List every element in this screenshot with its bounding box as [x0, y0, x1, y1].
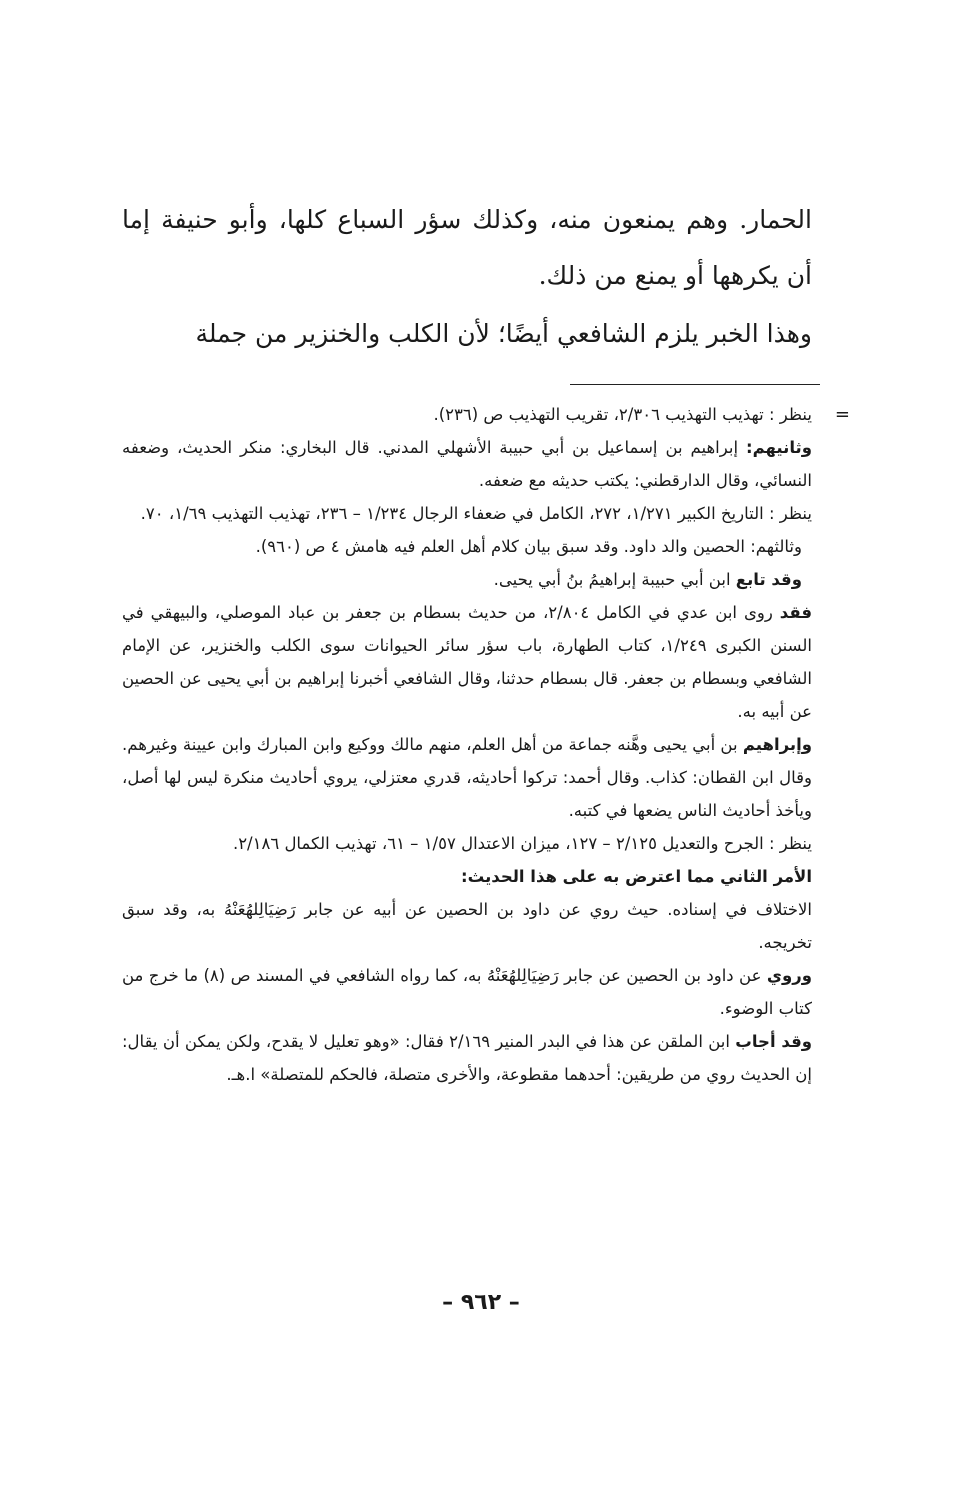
footnote-lead: وروي [766, 966, 812, 985]
footnote-divider [570, 384, 820, 385]
footnote-paragraph [122, 728, 812, 827]
footnote-paragraph [122, 1025, 812, 1091]
main-text [122, 192, 812, 362]
footnote-lead: وقد تابع [735, 570, 802, 589]
footnote-text: إبراهيم بن إسماعيل بن أبي حبيبة الأشهلي المدني. قال البخاري: منكر الحديث، وضعفه النسائي، وقال الدارقطني: يكتب حديثه مع ضعفه. [122, 438, 812, 490]
page-number: – ٩٦٢ – [442, 1290, 520, 1315]
footnote-paragraph [122, 398, 850, 431]
footnote-paragraph [122, 596, 812, 728]
footnote-paragraph [122, 431, 812, 497]
footnote-lead: فقد [779, 603, 813, 622]
footnote-text: ابن الملقن عن هذا في البدر المنير ٢/١٦٩ فقال: «وهو تعليل لا يقدح، ولكن يمكن أن يقال: إن الحديث روي من طريقين: أحدهما مقطوعة، والأخرى متصلة، فالحكم للمتصلة» ا.هـ. [122, 1032, 812, 1084]
footnote-paragraph: وثالثهم: الحصين والد داود. وقد سبق بيان كلام أهل العلم فيه هامش ٤ ص (٩٦٠). [255, 537, 802, 556]
footnote-lead: وإبراهيم [742, 735, 812, 754]
footnote-text: ابن أبي حبيبة إبراهيمُ بنُ أبي يحيى. [493, 570, 736, 589]
footnote-paragraph [122, 563, 812, 596]
footnotes [122, 398, 850, 1091]
main-paragraph: الحمار. وهم يمنعون منه، وكذلك سؤر السباع كلها، وأبو حنيفة إما أن يكرهها أو يمنع من ذلك. [122, 205, 812, 290]
footnote-paragraph: الاختلاف في إسناده. حيث روي عن داود بن الحصين عن أبيه عن جابر رَضِيَالِلهُعَنْهُ به، وقد سبق تخريجه. [122, 900, 812, 952]
footnote-text: عن داود بن الحصين عن جابر رَضِيَالِلهُعَنْهُ به، كما رواه الشافعي في المسند ص (٨) ما خرج من كتاب الوضوء. [122, 966, 812, 1018]
footnote-lead: وثانيهم: [745, 438, 812, 457]
continuation-mark: = [834, 404, 850, 425]
footnote-paragraph [122, 959, 812, 1025]
footnote-text: روى ابن عدي في الكامل ٢/٨٠٤، من حديث بسطام بن جعفر بن عباد الموصلي، والبيهقي في السنن الكبرى ١/٢٤٩، كتاب الطهارة، باب سؤر سائر الحيوانات سوى الكلب والخنزير، عن الإمام الشافعي وبسطام بن جعفر. قال بسطام حدثنا، وقال الشافعي أخبرنا إبراهيم بن أبي يحيى عن الحصين عن أبيه به. [122, 603, 812, 721]
footnote-heading: الأمر الثاني مما اعترض به على هذا الحديث: [461, 867, 812, 886]
footnote-lead: وقد أجاب [735, 1032, 813, 1051]
footnote-paragraph: ينظر : التاريخ الكبير ١/٢٧١، ٢٧٢، الكامل في ضعفاء الرجال ١/٢٣٤ – ٢٣٦، تهذيب التهذيب ١/٦٩، ٧٠. [140, 504, 812, 523]
main-paragraph: وهذا الخبر يلزم الشافعي أيضًا؛ لأن الكلب والخنزير من جملة [195, 319, 812, 348]
footnote-paragraph: ينظر : الجرح والتعديل ٢/١٢٥ – ١٢٧، ميزان الاعتدال ١/٥٧ – ٦١، تهذيب الكمال ٢/١٨٦. [232, 834, 812, 853]
footnote-text: بن أبي يحيى وهَّنه جماعة من أهل العلم، منهم مالك ووكيع وابن المبارك وابن عيينة وغيرهم. وقال ابن القطان: كذاب. وقال أحمد: تركوا أحاديثه، قدري معتزلي، يروي أحاديث منكرة ليس لها أصل، ويأخذ أحاديث الناس يضعها في كتبه. [122, 735, 812, 820]
footnote-text: ينظر : تهذيب التهذيب ٢/٣٠٦، تقريب التهذيب ص (٢٣٦). [433, 405, 812, 424]
